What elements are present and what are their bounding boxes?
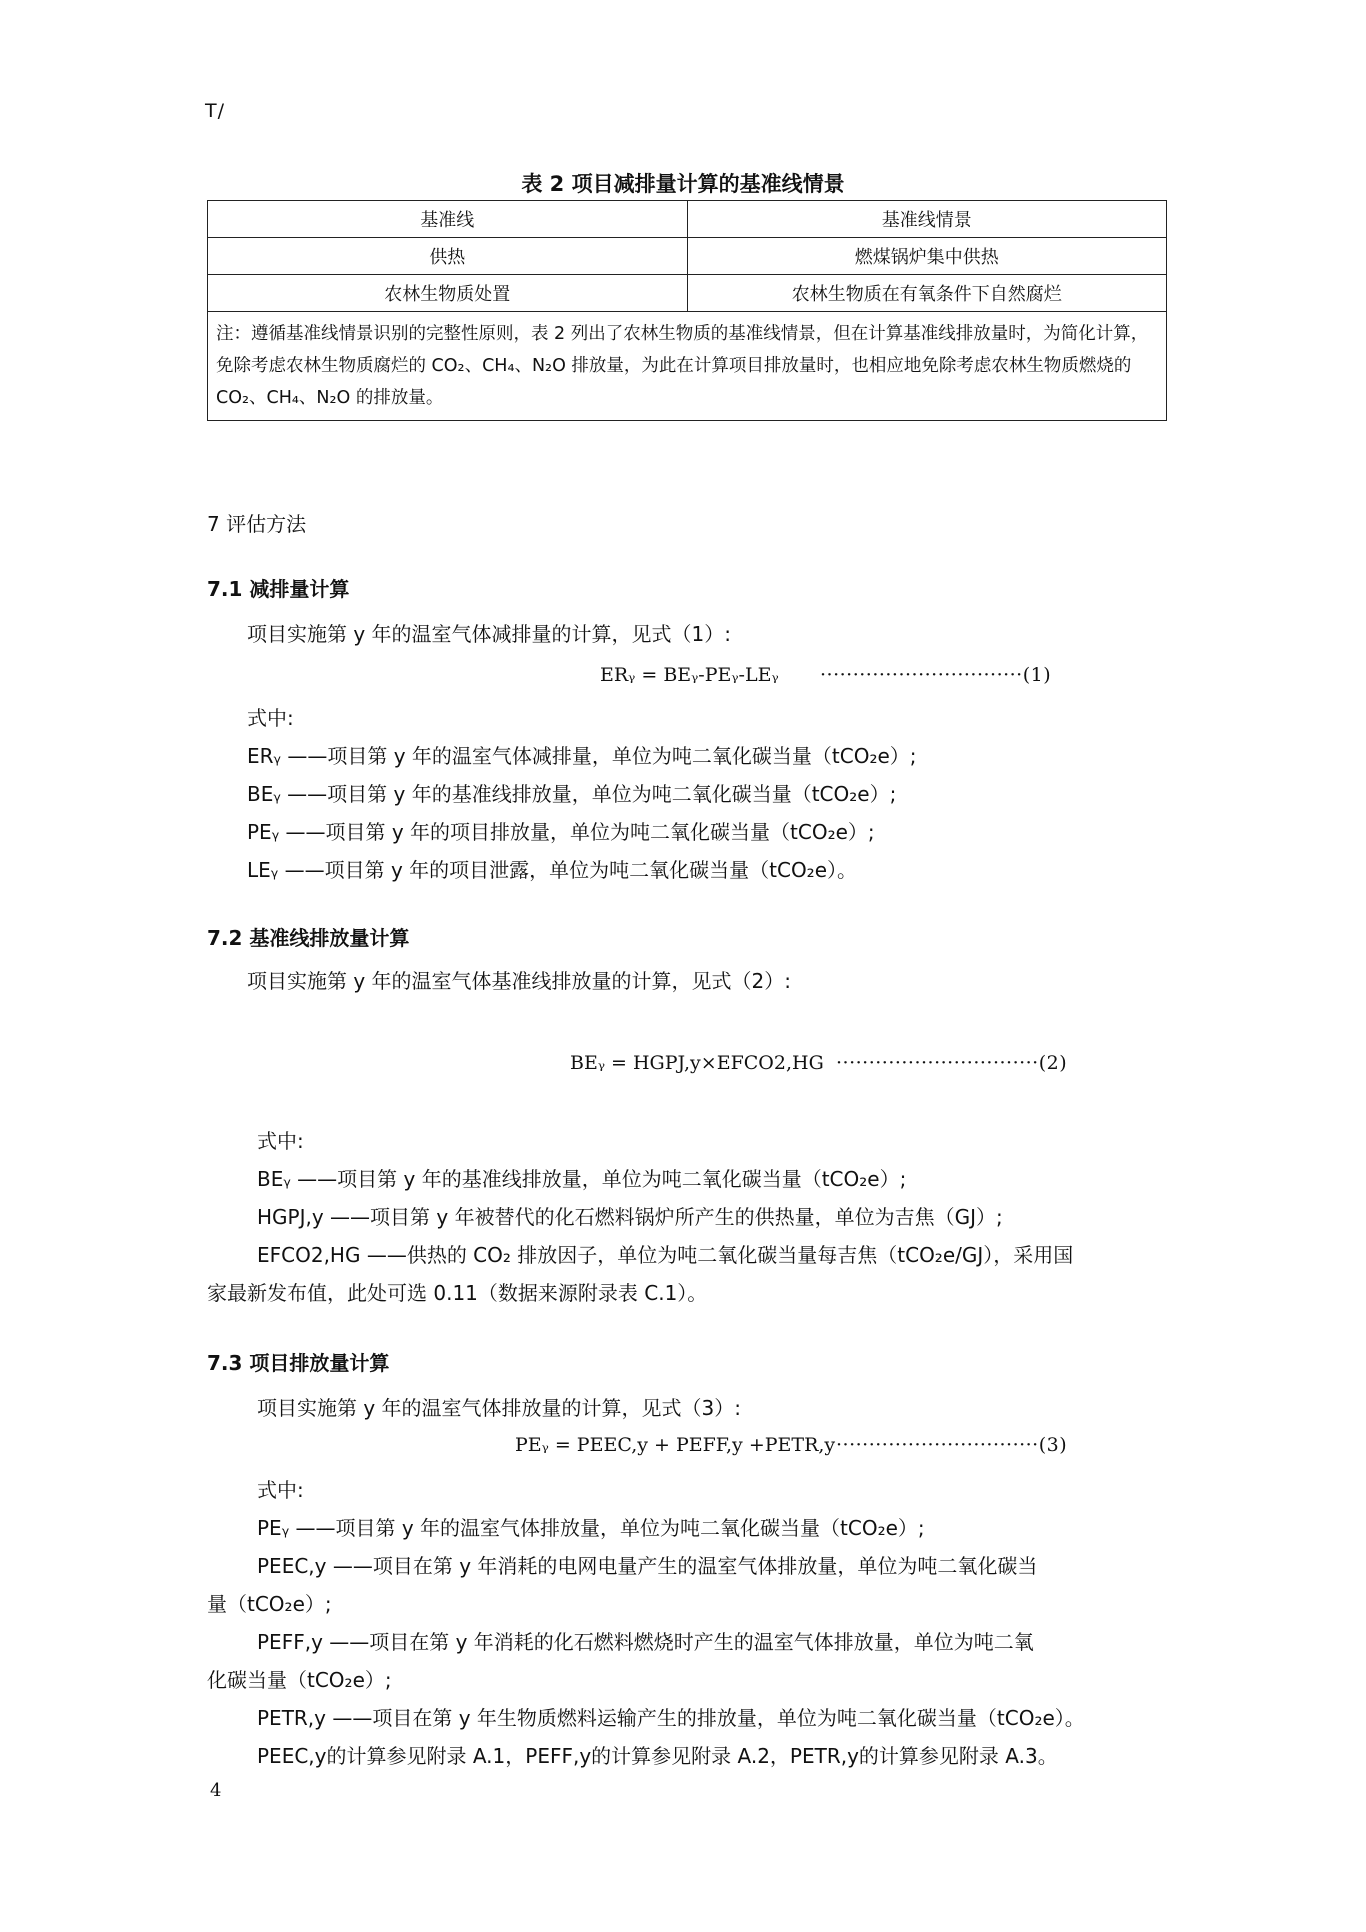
definition-pe-ff: PEFF,y ——项目在第 y 年消耗的化石燃料燃烧时产生的温室气体排放量，单位为吨二氧 <box>257 1630 1034 1654</box>
section-7-heading: 7 评估方法 <box>207 512 307 536</box>
definition-ef-continued: 家最新发布值，此处可选 0.11（数据来源附录表 C.1）。 <box>207 1281 708 1305</box>
section-7-1-heading: 7.1 减排量计算 <box>207 577 350 601</box>
where-label: 式中: <box>247 706 294 730</box>
where-label: 式中: <box>257 1478 304 1502</box>
definition-pe: PEᵧ ——项目第 y 年的温室气体排放量，单位为吨二氧化碳当量（tCO₂e）; <box>257 1516 925 1540</box>
baseline-table <box>207 200 1167 421</box>
section-7-3-intro: 项目实施第 y 年的温室气体排放量的计算，见式（3）: <box>257 1396 742 1420</box>
cell-baseline: 农林生物质处置 <box>208 275 688 312</box>
table-row <box>208 238 1167 275</box>
definition-pe-ec-continued: 量（tCO₂e）; <box>207 1592 332 1616</box>
equation-1-number: ·······························(1) <box>820 664 1052 686</box>
definition-er: ERᵧ ——项目第 y 年的温室气体减排量，单位为吨二氧化碳当量（tCO₂e）; <box>247 744 917 768</box>
cell-baseline: 供热 <box>208 238 688 275</box>
section-7-2-heading: 7.2 基准线排放量计算 <box>207 926 410 950</box>
where-label: 式中: <box>257 1129 304 1153</box>
cell-scenario: 农林生物质在有氧条件下自然腐烂 <box>687 275 1167 312</box>
table-row <box>208 275 1167 312</box>
table-note: 注：遵循基准线情景识别的完整性原则，表 2 列出了农林生物质的基准线情景，但在计算基准线排放量时，为简化计算，免除考虑农林生物质腐烂的 CO₂、CH₄、N₂O 排放量，为此在计算项目排放量时，也相应地免除考虑农林生物质燃烧的 CO₂、CH₄、N₂O 的排放量。 <box>208 312 1167 421</box>
equation-2-number: ·······························(2) <box>836 1052 1068 1074</box>
col-header-scenario: 基准线情景 <box>687 201 1167 238</box>
definition-le: LEᵧ ——项目第 y 年的项目泄露，单位为吨二氧化碳当量（tCO₂e）。 <box>247 858 858 882</box>
table-header-row <box>208 201 1167 238</box>
table-note-row <box>208 312 1167 421</box>
table-2-title: 表 2 项目减排量计算的基准线情景 <box>521 172 845 196</box>
section-7-3-heading: 7.3 项目排放量计算 <box>207 1351 390 1375</box>
definition-hg: HGPJ,y ——项目第 y 年被替代的化石燃料锅炉所产生的供热量，单位为吉焦（GJ）; <box>257 1205 1003 1229</box>
appendix-references: PEEC,y的计算参见附录 A.1，PEFF,y的计算参见附录 A.2，PETR,y的计算参见附录 A.3。 <box>257 1744 1058 1768</box>
equation-3-number: ·······························(3) <box>836 1434 1068 1456</box>
equation-2: BEᵧ = HGPJ,y×EFCO2,HG <box>570 1052 824 1074</box>
definition-pe-ec: PEEC,y ——项目在第 y 年消耗的电网电量产生的温室气体排放量，单位为吨二氧化碳当 <box>257 1554 1038 1578</box>
equation-1: ERᵧ = BEᵧ-PEᵧ-LEᵧ <box>600 664 779 686</box>
definition-pe-tr: PETR,y ——项目在第 y 年生物质燃料运输产生的排放量，单位为吨二氧化碳当量（tCO₂e）。 <box>257 1706 1085 1730</box>
equation-3: PEᵧ = PEEC,y + PEFF,y +PETR,y <box>515 1434 836 1456</box>
page-number: 4 <box>210 1780 222 1801</box>
definition-ef: EFCO2,HG ——供热的 CO₂ 排放因子，单位为吨二氧化碳当量每吉焦（tCO₂e/GJ），采用国 <box>257 1243 1074 1267</box>
section-7-2-intro: 项目实施第 y 年的温室气体基准线排放量的计算，见式（2）: <box>247 969 792 993</box>
definition-be: BEᵧ ——项目第 y 年的基准线排放量，单位为吨二氧化碳当量（tCO₂e）; <box>257 1167 907 1191</box>
definition-pe-ff-continued: 化碳当量（tCO₂e）; <box>207 1668 392 1692</box>
definition-be: BEᵧ ——项目第 y 年的基准线排放量，单位为吨二氧化碳当量（tCO₂e）; <box>247 782 897 806</box>
definition-pe: PEᵧ ——项目第 y 年的项目排放量，单位为吨二氧化碳当量（tCO₂e）; <box>247 820 875 844</box>
cell-scenario: 燃煤锅炉集中供热 <box>687 238 1167 275</box>
document-header: T/ <box>205 100 226 122</box>
section-7-1-intro: 项目实施第 y 年的温室气体减排量的计算，见式（1）: <box>247 622 732 646</box>
col-header-baseline: 基准线 <box>208 201 688 238</box>
